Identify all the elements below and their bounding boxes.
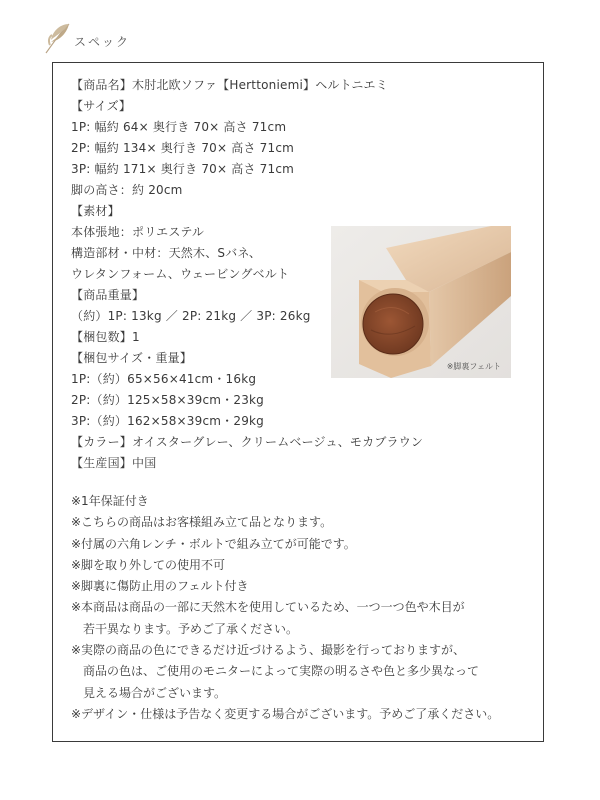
package-count-line: 【梱包数】1 [71, 330, 140, 344]
product-name-line: 【商品名】木肘北欧ソファ【Herttoniemi】ヘルトニエミ [71, 78, 388, 92]
note-warranty: ※1年保証付き [71, 494, 149, 508]
notes-list [71, 491, 541, 725]
package-1p-line: 1P:（約）65×56×41cm・16kg [71, 372, 257, 386]
spec-box [52, 62, 544, 742]
material-heading: 【素材】 [71, 204, 120, 218]
origin-line: 【生産国】中国 [71, 456, 157, 470]
leg-felt-photo [331, 226, 511, 378]
weight-heading: 【商品重量】 [71, 288, 145, 302]
section-title: スペック [74, 34, 131, 49]
note-color: ※実際の商品の色にできるだけ近づけるよう、撮影を行っておりますが、 [71, 643, 466, 658]
wooden-leg-image [331, 226, 511, 378]
photo-caption: ※脚裏フェルト [446, 362, 501, 371]
fabric-line: 本体張地：ポリエステル [71, 225, 205, 239]
note-color-cont: 商品の色は、ご使用のモニターによって実際の明るさや色と多少異なって [83, 664, 480, 679]
size-heading: 【サイズ】 [71, 99, 132, 113]
package-3p-line: 3P:（約）162×58×39cm・29kg [71, 414, 264, 428]
leg-height-line: 脚の高さ：約 20cm [71, 183, 183, 197]
note-tools: ※付属の六角レンチ・ボルトで組み立てが可能です。 [71, 536, 356, 551]
note-legs: ※脚を取り外しての使用不可 [71, 557, 226, 572]
color-line: 【カラー】オイスターグレー、クリームベージュ、モカブラウン [71, 435, 424, 449]
size-1p-line: 1P: 幅約 64× 奥行き 70× 高さ 71cm [71, 120, 287, 134]
size-3p-line: 3P: 幅約 171× 奥行き 70× 高さ 71cm [71, 162, 295, 176]
note-design-change: ※デザイン・仕様は予告なく変更する場合がございます。予めご了承ください。 [71, 706, 500, 721]
weight-line: （約）1P: 13kg ／ 2P: 21kg ／ 3P: 26kg [71, 309, 311, 323]
note-color-cont-2: 見える場合がございます。 [83, 685, 227, 700]
package-size-heading: 【梱包サイズ・重量】 [71, 351, 193, 365]
leaf-icon [42, 21, 72, 55]
structure-line-2: ウレタンフォーム、ウェービングベルト [71, 267, 290, 281]
note-natural-wood: ※本商品は商品の一部に天然木を使用しているため、一つ一つ色や木目が [71, 600, 465, 615]
note-felt: ※脚裏に傷防止用のフェルト付き [71, 579, 249, 594]
section-header [42, 18, 130, 58]
note-natural-wood-cont: 若干異なります。予めご了承ください。 [83, 621, 299, 636]
size-2p-line: 2P: 幅約 134× 奥行き 70× 高さ 71cm [71, 141, 295, 155]
note-assembly: ※こちらの商品はお客様組み立て品となります。 [71, 515, 333, 530]
structure-line: 構造部材・中材：天然木、Sバネ、 [71, 246, 262, 260]
package-2p-line: 2P:（約）125×58×39cm・23kg [71, 393, 264, 407]
